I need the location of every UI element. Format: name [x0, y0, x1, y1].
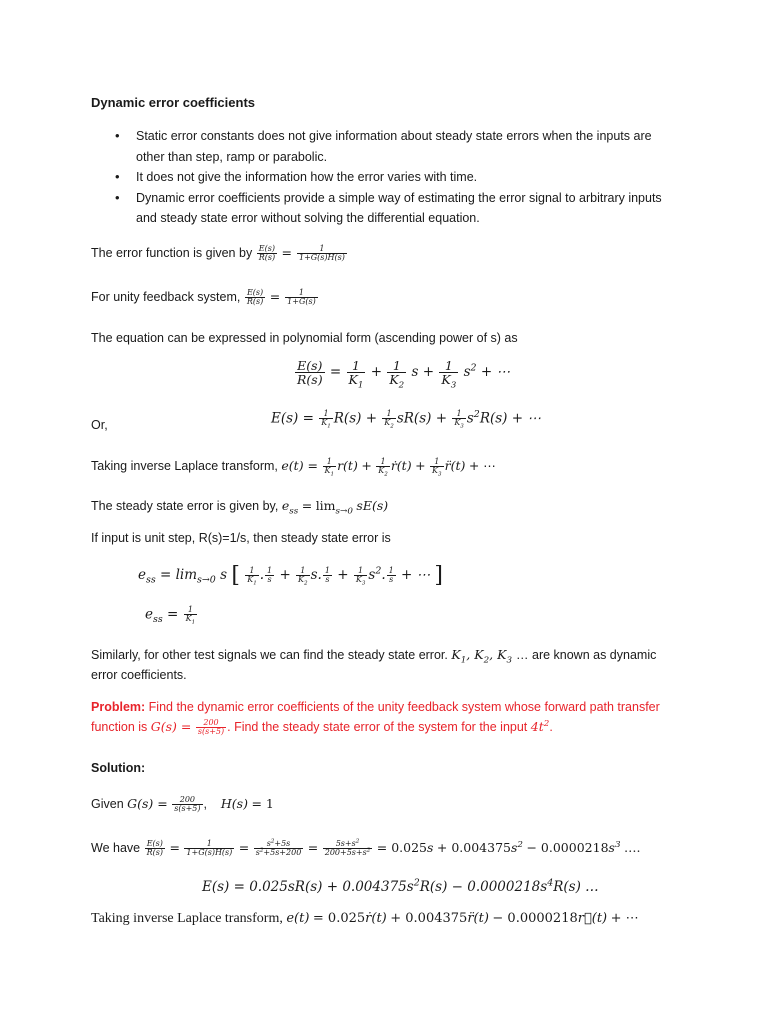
fraction: $\frac{1}{1+G(s)H(s)}$: [299, 244, 345, 263]
bullet-item: • It does not give the information how the error varies with time.: [112, 167, 682, 188]
steady-state-line: The steady state error is given by, $e_{ss} = \lim_{s\to 0} sE(s)$: [91, 498, 389, 517]
error-function-line: The error function is given by $\frac{E(s)}{R(s)}$ = $\frac{1}{1+G(s)H(s)}$: [91, 244, 345, 263]
given-line: Given G(s) = $\frac{200}{s(s+5)}$ , H(s) = 1: [91, 795, 274, 814]
similarly-line-2: error coefficients.: [91, 668, 187, 682]
given-label: Given: [91, 797, 124, 812]
error-function-intro: The error function is given by: [91, 246, 253, 261]
solution-label: Solution:: [91, 761, 146, 775]
steady-state-intro: The steady state error is given by,: [91, 499, 279, 513]
fraction: $\frac{1}{1+G(s)}$: [287, 288, 316, 307]
polynomial-equation: $\frac{E(s)}{R(s)}$ = $\frac{1}{K_1}$ + $\frac{1}{K_2}$ s + $\frac{1}{K_3}$ $s^2$ + ⋯: [297, 358, 510, 391]
bullet-item: • Dynamic error coefficients provide a simple way of estimating the error signal to arbitrary inputs and steady state error without solving the differential equation.: [112, 188, 682, 229]
error-series-equation: $E(s) = 0.025sR(s) + 0.004375s^2R(s) - 0.0000218s^4R(s)$ …: [202, 877, 599, 895]
problem-line-2: function is G(s) = $\frac{200}{s(s+5)}$ . Find the steady state error of the system for the input $4t^2$.: [91, 718, 553, 737]
inverse-laplace-line: Taking inverse Laplace transform, e(t) = $\frac{1}{K_1}$ r(t) + $\frac{1}{K_2}$ ṙ(t) + $\frac{1}{K_3}$ r̈(t) + ⋯: [91, 457, 496, 478]
problem-text: function is: [91, 720, 148, 735]
similarly-text: Similarly, for other test signals we can find the steady state error.: [91, 648, 448, 662]
fraction: $\frac{E(s)}{R(s)}$: [258, 244, 276, 263]
ess-result-equation: $e_{ss}$ = $\frac{1}{K_1}$: [145, 605, 196, 626]
fraction: $\frac{E(s)}{R(s)}$: [246, 288, 264, 307]
unity-feedback-intro: For unity feedback system,: [91, 290, 241, 305]
problem-label: Problem:: [91, 700, 146, 714]
final-inverse-line: Taking inverse Laplace transform, e(t) = 0.025ṙ(t) + 0.004375r̈(t) − 0.0000218r⃛(t) + ⋯: [91, 911, 639, 926]
we-have-label: We have: [91, 841, 141, 856]
bullet-list: [112, 126, 682, 229]
unity-feedback-line: For unity feedback system, $\frac{E(s)}{R(s)}$ = $\frac{1}{1+G(s)}$: [91, 288, 316, 307]
inverse-laplace-intro: Taking inverse Laplace transform,: [91, 459, 278, 474]
problem-text: Find the dynamic error coefficients of the unity feedback system whose forward path transfer: [148, 700, 660, 714]
similarly-text: … are known as dynamic: [516, 648, 657, 662]
or-label: Or,: [91, 418, 108, 432]
polynomial-intro: The equation can be expressed in polynomial form (ascending power of s) as: [91, 331, 518, 345]
similarly-line-1: Similarly, for other test signals we can find the steady state error. $K_1$, $K_2$, $K_3$ … are known as dynamic: [91, 647, 657, 666]
problem-text: . Find the steady state error of the system for the input: [227, 720, 528, 735]
ess-limit-equation: $e_{ss} = \lim_{s\to 0} s$ [ $\frac{1}{K_1}$ . $\frac{1}{s}$ + $\frac{1}{K_2}$ s. $\frac{1}{s}$ + $\frac{1}{K_3}$ $s^2$. $\frac{1}{s}$ + ⋯ ]: [138, 563, 444, 588]
problem-line-1: [91, 699, 660, 715]
section-heading: Dynamic error coefficients: [91, 95, 256, 110]
bullet-item: • Static error constants does not give information about steady state errors when the inputs are other than step, ramp or parabolic.: [112, 126, 682, 167]
error-expansion-equation: E(s) = $\frac{1}{K_1}$ R(s) + $\frac{1}{K_2}$ sR(s) + $\frac{1}{K_3}$ $s^2R(s)$ + ⋯: [271, 408, 541, 430]
unit-step-intro: If input is unit step, R(s)=1/s, then steady state error is: [91, 531, 391, 545]
we-have-line: We have $\frac{E(s)}{R(s)}$ = $\frac{1}{1+G(s)H(s)}$ = $\frac{s^2+5s}{s^2+5s+200}$ = $\frac{5s+s^2}{200+5s+s^2}$ = $0.025s + 0.004375s^2 - 0.0000218s^3$ ….: [91, 838, 641, 858]
final-inverse-intro: Taking inverse Laplace transform,: [91, 911, 283, 926]
